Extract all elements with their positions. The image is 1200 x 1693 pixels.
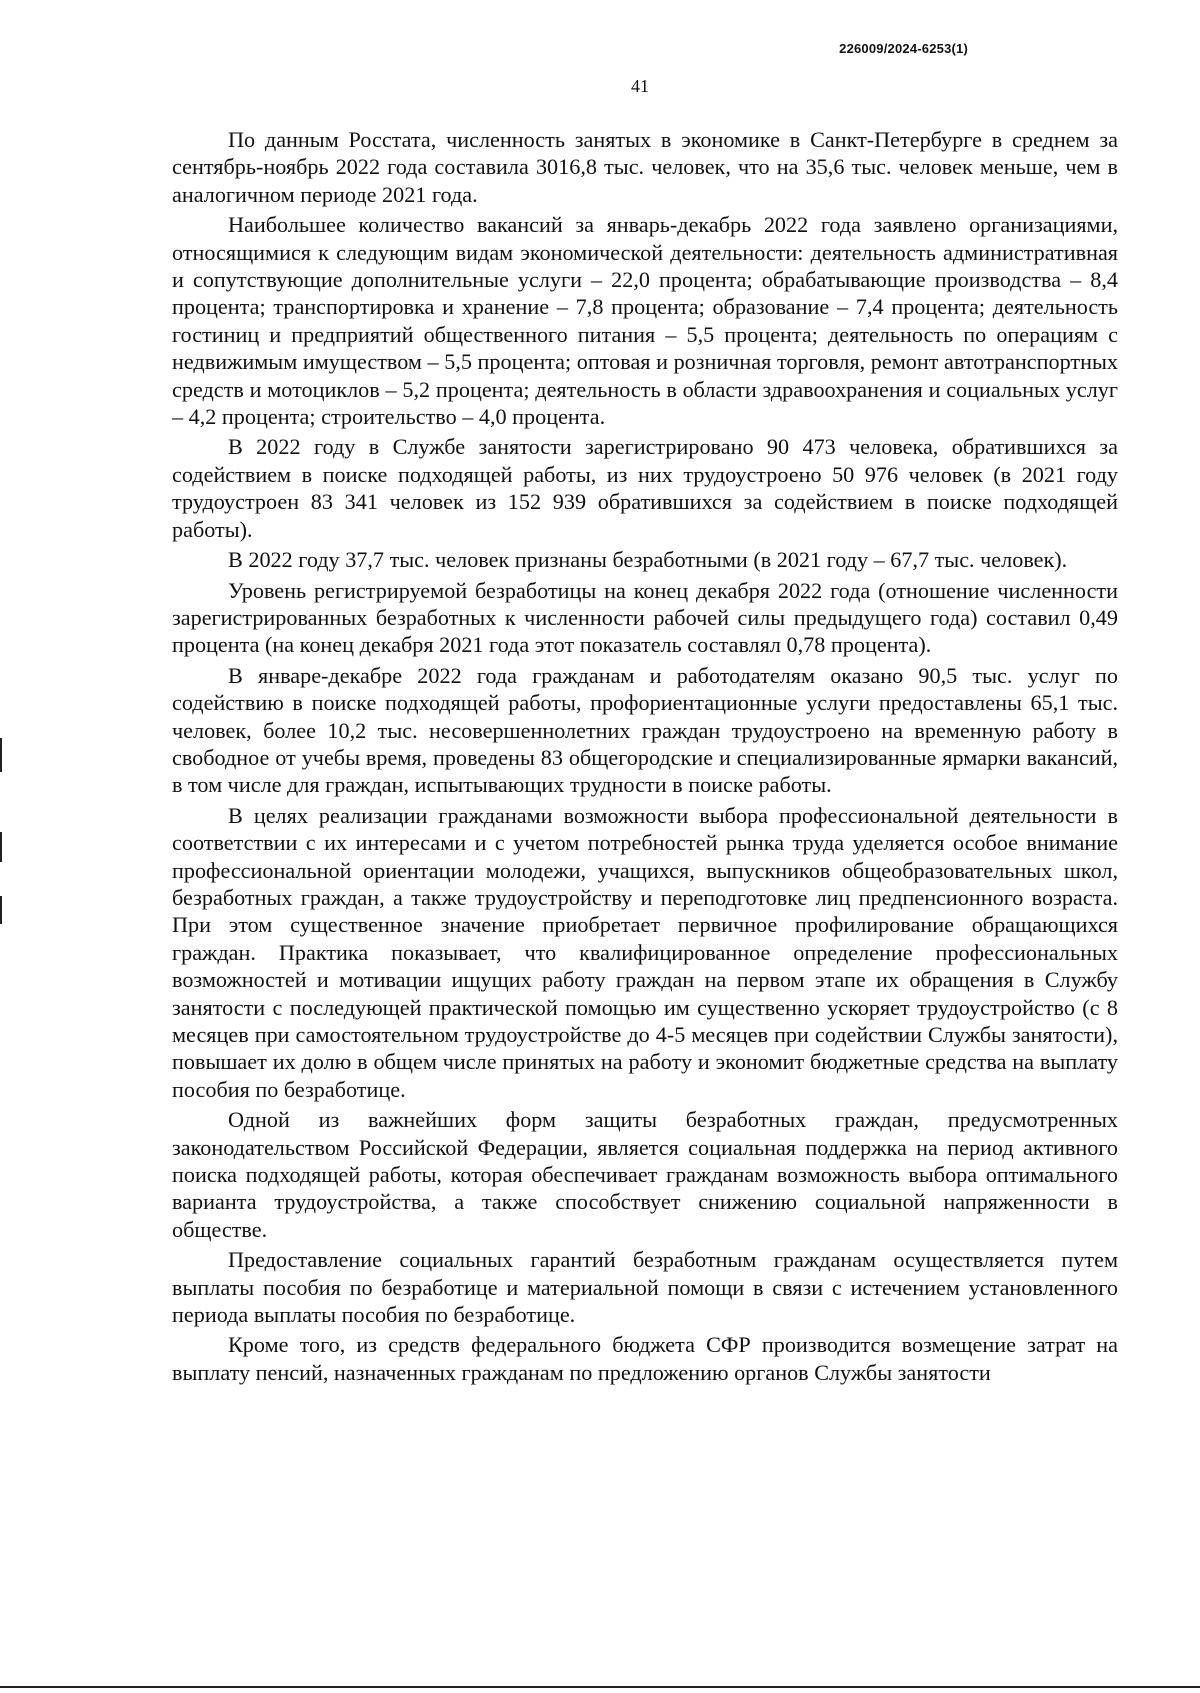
document-body [172, 126, 1118, 1389]
paragraph-registered-seekers: В 2022 году в Службе занятости зарегистрировано 90 473 человека, обратившихся за содействием в поиске подходящей работы, из них трудоустроено 50 976 человек (в 2021 году трудоустроен 83 341 человек из 152 939 обратившихся за содействием в поиске подходящей работы). [172, 434, 1118, 542]
paragraph-employment: По данным Росстата, численность занятых в экономике в Санкт-Петербурге в среднем за сентябрь-ноябрь 2022 года составила 3016,8 тыс. человек, что на 35,6 тыс. человек меньше, чем в аналогичном периоде 2021 года. [172, 127, 1118, 207]
scan-edge-mark [0, 896, 2, 924]
paragraph-unemployed-count: В 2022 году 37,7 тыс. человек признаны безработными (в 2021 году – 67,7 тыс. человек). [228, 547, 1068, 573]
scan-edge-mark [0, 832, 2, 862]
scan-edge-mark [0, 738, 2, 772]
paragraph-pension-reimbursement: Кроме того, из средств федерального бюджета СФР производится возмещение затрат на выплату пенсий, назначенных гражданам по предложению органов Службы занятости [172, 1332, 1118, 1385]
page-number: 41 [631, 76, 649, 96]
paragraph-social-guarantees: Предоставление социальных гарантий безработным гражданам осуществляется путем выплаты пособия по безработице и материальной помощи в связи с истечением установленного периода выплаты пособия по безработице. [172, 1247, 1118, 1328]
paragraph-career-guidance: В целях реализации гражданами возможности выбора профессиональной деятельности в соответствии с их интересами и с учетом потребностей рынка труда уделяется особое внимание профессиональной ориентации молодежи, учащихся, выпускников общеобразовательных школ, безработных граждан, а также трудоустройству и переподготовке лиц предпенсионного возраста. При этом существенное значение приобретает первичное профилирование обращающихся граждан. Практика показывает, что квалифицированное определение профессиональных возможностей и мотивации ищущих работу граждан на первом этапе их обращения в Службу занятости с последующей практической помощью им существенно ускоряет трудоустройство (с 8 месяцев при самостоятельном трудоустройстве до 4-5 месяцев при содействии Службы занятости), повышает их долю в общем числе принятых на работу и экономит бюджетные средства на выплату пособия по безработице. [172, 802, 1118, 1102]
paragraph-social-support: Одной из важнейших форм защиты безработных граждан, предусмотренных законодательством Российской Федерации, является социальная поддержка на период активного поиска подходящей работы, которая обеспечивает гражданам возможность выбора оптимального варианта трудоустройства, а также способствует снижению социальной напряженности в обществе. [172, 1107, 1118, 1242]
paragraph-unemployment-rate: Уровень регистрируемой безработицы на конец декабря 2022 года (отношение численности зарегистрированных безработных к численности рабочей силы предыдущего года) составил 0,49 процента (на конец декабря 2021 года этот показатель составлял 0,78 процента). [172, 577, 1118, 658]
paragraph-vacancies: Наибольшее количество вакансий за январь-декабрь 2022 года заявлено организациями, относящимися к следующим видам экономической деятельности: деятельность административная и сопутствующие дополнительные услуги – 22,0 процента; обрабатывающие производства – 8,4 процента; транспортировка и хранение – 7,8 процента; образование – 7,4 процента; деятельность гостиниц и предприятий общественного питания – 5,5 процента; деятельность по операциям с недвижимым имуществом – 5,5 процента; оптовая и розничная торговля, ремонт автотранспортных средств и мотоциклов – 5,2 процента; деятельность в области здравоохранения и социальных услуг – 4,2 процента; строительство – 4,0 процента. [172, 212, 1118, 430]
paragraph-services: В январе-декабре 2022 года гражданам и работодателям оказано 90,5 тыс. услуг по содействию в поиске подходящей работы, профориентационные услуги предоставлены 65,1 тыс. человек, более 10,2 тыс. несовершеннолетних граждан трудоустроено на временную работу в свободное от учебы время, проведены 83 общегородские и специализированные ярмарки вакансий, в том числе для граждан, испытывающих трудности в поиске работы. [172, 662, 1118, 798]
document-registration-number: 226009/2024-6253(1) [839, 41, 968, 56]
scan-bottom-edge [0, 1686, 1200, 1688]
